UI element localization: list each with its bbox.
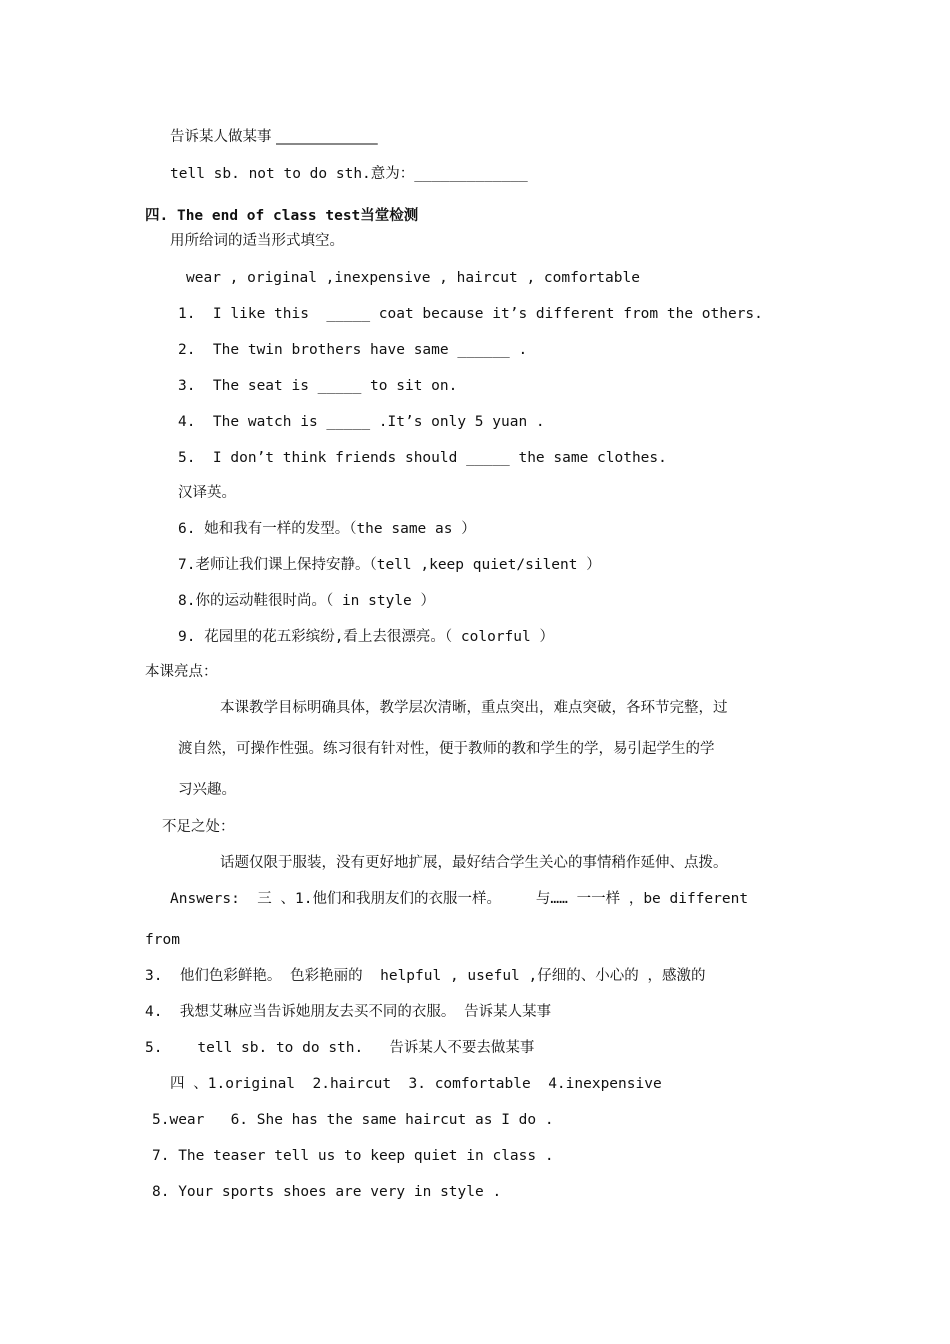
paragraph-line: 习兴趣。: [178, 782, 236, 798]
exercise-item: 5. I don’t think friends should _____ the same clothes.: [178, 450, 667, 466]
exercise-item: 7.老师让我们课上保持安静。（tell ,keep quiet/silent ）: [178, 557, 601, 573]
answer-line: 8. Your sports shoes are very in style .: [152, 1184, 502, 1200]
paragraph-line: 话题仅限于服装，没有更好地扩展，最好结合学生关心的事情稍作延伸、点拨。: [220, 855, 728, 871]
section-heading: 四. The end of class test当堂检测: [145, 208, 419, 224]
exercise-item: 1. I like this _____ coat because it’s different from the others.: [178, 306, 763, 322]
section-heading: 不足之处：: [162, 819, 235, 835]
answer-line: 4. 我想艾琳应当告诉她朋友去买不同的衣服。 告诉某人某事: [145, 1004, 552, 1020]
answer-line: 5.wear 6. She has the same haircut as I do .: [152, 1112, 554, 1128]
answer-line: 四 、1.original 2.haircut 3. comfortable 4.inexpensive: [170, 1076, 662, 1092]
exercise-item: 3. The seat is _____ to sit on.: [178, 378, 458, 394]
paragraph-line: 渡自然，可操作性强。练习很有针对性，便于教师的教和学生的学，易引起学生的学: [178, 741, 715, 757]
exercise-item: 8.你的运动鞋很时尚。（ in style ）: [178, 593, 436, 609]
text-line: tell sb. not to do sth.意为：_____________: [170, 166, 528, 182]
instruction-text: 用所给词的适当形式填空。: [170, 233, 344, 249]
word-bank: wear , original ,inexpensive , haircut , comfortable: [186, 270, 640, 286]
answer-line: from: [145, 932, 180, 948]
answer-line: 7. The teaser tell us to keep quiet in class .: [152, 1148, 554, 1164]
answer-line: 3. 他们色彩鲜艳。 色彩艳丽的 helpful , useful ,仔细的、小心的 ，感激的: [145, 968, 706, 984]
instruction-text: 汉译英。: [178, 485, 236, 501]
exercise-item: 9. 花园里的花五彩缤纷,看上去很漂亮。（ colorful ）: [178, 629, 554, 645]
answer-line: Answers: 三 、1.他们和我朋友们的衣服一样。 与…… 一一样 ，be different: [170, 891, 749, 907]
paragraph-line: 本课教学目标明确具体，教学层次清晰，重点突出，难点突破，各环节完整，过: [220, 700, 728, 716]
exercise-item: 2. The twin brothers have same ______ .: [178, 342, 528, 358]
section-heading: 本课亮点：: [145, 664, 218, 680]
exercise-item: 4. The watch is _____ .It’s only 5 yuan .: [178, 414, 545, 430]
exercise-item: 6. 她和我有一样的发型。（the same as ）: [178, 521, 476, 537]
text-line: 告诉某人做某事 ______________: [170, 129, 378, 145]
answer-line: 5. tell sb. to do sth. 告诉某人不要去做某事: [145, 1040, 535, 1056]
